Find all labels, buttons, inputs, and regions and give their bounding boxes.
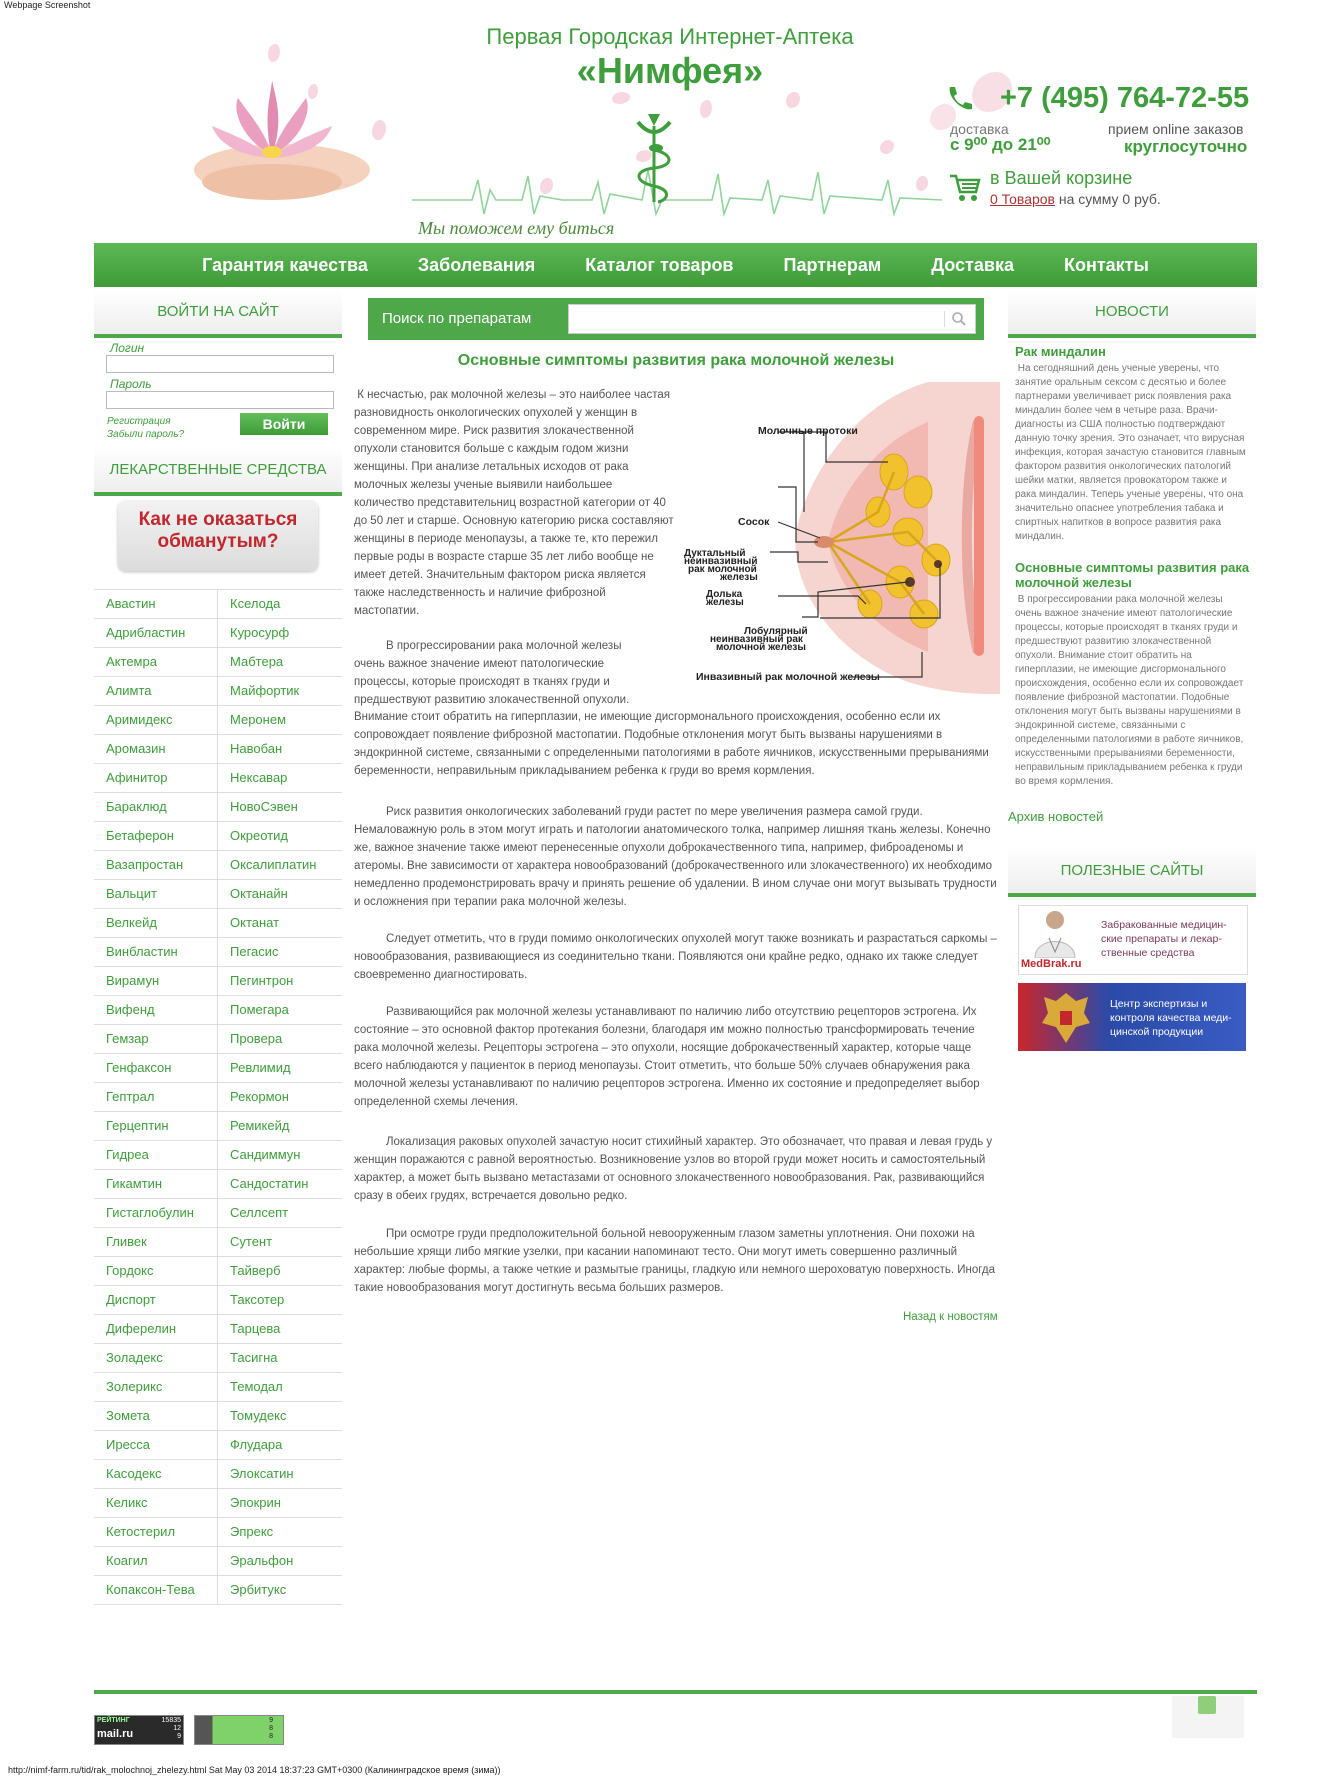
drug-link[interactable]: Ремикейд [230, 1118, 290, 1133]
drug-link[interactable]: Алимта [94, 677, 218, 705]
drug-link[interactable]: Нексавар [230, 770, 288, 785]
drug-link[interactable]: Элоксатин [230, 1466, 294, 1481]
status-bar: http://nimf-farm.ru/tid/rak_molochnoj_zhelezy.html Sat May 03 2014 18:37:23 GMT+0300 (Калининградское время (зима)) [8, 1765, 501, 1775]
phone-number[interactable]: +7 (495) 764-72-55 [1000, 82, 1250, 114]
drug-link[interactable]: Диферелин [94, 1315, 218, 1343]
drug-row [94, 909, 342, 938]
medbrak-logo: MedBrak.ru [1021, 958, 1082, 970]
medbrak-banner[interactable] [1018, 905, 1248, 975]
drug-link[interactable]: Окреотид [230, 828, 289, 843]
scroll-to-top-button[interactable] [1198, 1696, 1216, 1714]
drug-link[interactable]: Гордокс [94, 1257, 218, 1285]
drug-row [94, 1518, 342, 1547]
drug-row [94, 1315, 342, 1344]
counter-label: РЕЙТИНГ [97, 1717, 130, 1724]
site-title-line1: Первая Городская Интернет-Аптека [486, 24, 854, 49]
drug-link[interactable]: Тайверб [230, 1263, 281, 1278]
nav-catalog[interactable]: Каталог товаров [585, 254, 734, 275]
drug-row [94, 619, 342, 648]
nav-partners[interactable]: Партнерам [783, 254, 882, 275]
lotus-in-hands-image [172, 60, 372, 210]
useful-sites-heading: ПОЛЕЗНЫЕ САЙТЫ [1008, 848, 1256, 897]
password-label: Пароль [110, 376, 152, 391]
drug-link[interactable]: Навобан [230, 741, 283, 756]
diagram-label-ductal-4: железы [720, 572, 758, 583]
petal-decoration [372, 120, 386, 140]
news-item-text: На сегодняшний день ученые уверены, что занятие оральным сексом с десятью и более партнерами увеличивает риск появления рака миндалин более чем в четыре раза. Врачи-диагносты из США полностью подтверждают данную точку зрения. Это означает, что вирусная инфекция, которая зачастую становится главным фактором развития онкологических патологий шейки матки, является провокатором также и рака миндалин. Теперь ученые уверены, что она значительно опаснее употребления табака и спиртных напитков в вопросе развития рака миндалин. [1015, 363, 1246, 542]
quality-control-banner[interactable] [1018, 983, 1246, 1051]
drug-link[interactable]: Темодал [230, 1379, 283, 1394]
login-button[interactable]: Войти [240, 413, 328, 435]
drug-row [94, 1141, 342, 1170]
drug-row [94, 1112, 342, 1141]
drug-row [94, 590, 342, 619]
liveinternet-counter[interactable] [194, 1715, 284, 1745]
drug-row [94, 1402, 342, 1431]
drug-link[interactable]: Селлсепт [230, 1205, 289, 1220]
delivery-time: с 9⁰⁰ до 21⁰⁰ [950, 135, 1051, 154]
drug-link[interactable]: Вирамун [94, 967, 218, 995]
drug-link[interactable]: Таксотер [230, 1292, 285, 1307]
article-paragraph-3: Риск развития онкологических заболеваний груди растет по мере увеличения размера самой груди. Немаловажную роль в этом могут играть и патологии анатомического толка, например лишняя ткань железы. Конечно же, важное значение также имеют перенесенные опухоли доброкачественного типа, например, фиброаденомы и атеромы. Вне зависимости от характера новообразований (доброкачественного или злокачественного) их необходимо немедленно продемонстрировать врачу и принять решение об удалении. В ином случае они могут вызывать трудности и осложнения при терапии рака молочной железы. [354, 806, 997, 908]
drug-link[interactable]: Коагил [94, 1547, 218, 1575]
drug-link[interactable]: Афинитор [94, 764, 218, 792]
search-input[interactable] [568, 304, 976, 334]
left-sidebar [94, 289, 342, 1597]
drug-link[interactable]: Тарцева [230, 1321, 281, 1336]
drug-row [94, 1576, 342, 1605]
drug-link[interactable]: Сандостатин [230, 1176, 309, 1191]
petal-decoration [786, 92, 800, 108]
site-slogan: Мы поможем ему биться [418, 218, 615, 238]
news-item-title[interactable]: Рак миндалин [1015, 344, 1106, 359]
drug-link[interactable]: Меронем [230, 712, 287, 727]
drug-link[interactable]: Вазапростан [94, 851, 218, 879]
drug-link[interactable]: Гемзар [94, 1025, 218, 1053]
diagram-label-lobular-1: Лобулярный [744, 626, 808, 637]
pharmacy-emblem-heartbeat [412, 110, 942, 220]
doctor-icon [1025, 908, 1085, 958]
scroll-to-top-area [1172, 1696, 1244, 1738]
counter-brand: mail.ru [97, 1728, 134, 1740]
drug-row [94, 1460, 342, 1489]
nav-quality[interactable]: Гарантия качества [202, 254, 368, 275]
cart-label: в Вашей корзине [990, 168, 1133, 188]
site-title-line2: «Нимфея» [576, 50, 764, 91]
diagram-label-ductal-2: неинвазивный [684, 556, 758, 567]
password-input[interactable] [106, 391, 334, 409]
drug-row [94, 764, 342, 793]
cart-icon[interactable] [948, 170, 982, 204]
drug-link[interactable]: Майфортик [230, 683, 300, 698]
drug-row [94, 967, 342, 996]
drug-row [94, 1344, 342, 1373]
drug-row [94, 735, 342, 764]
cart-sum: на сумму 0 руб. [1055, 191, 1161, 207]
drug-link[interactable]: Сутент [230, 1234, 273, 1249]
drug-row [94, 1373, 342, 1402]
login-heading: ВОЙТИ НА САЙТ [94, 289, 342, 338]
drug-link[interactable]: Вальцит [94, 880, 218, 908]
drug-row [94, 1199, 342, 1228]
drug-link[interactable]: Актемра [94, 648, 218, 676]
drug-link[interactable]: Келикс [94, 1489, 218, 1517]
login-label: Логин [110, 341, 145, 355]
diagram-label-lobular-2: неинвазивный рак [710, 634, 803, 645]
drug-link[interactable]: Оксалиплатин [230, 857, 317, 872]
drug-link[interactable]: Герцептин [94, 1112, 218, 1140]
drug-link[interactable]: Октанат [230, 915, 280, 930]
news-item-title[interactable]: Основные симптомы развития рака молочной железы [1015, 560, 1250, 590]
drug-link[interactable]: НовоСэвен [230, 799, 298, 814]
article-paragraph-6: Локализация раковых опухолей зачастую носит стихийный характер. Это обозначает, что правая и левая грудь у женщин поражаются с равной вероятностью. Возникновение узлов во второй груди может носить и самостоятельный характер, а может быть вызвано метастазами от основного злокачественного новообразования. Рак, развивающийся сразу в обеих грудях, встречается довольно редко. [354, 1136, 993, 1202]
drug-row [94, 1170, 342, 1199]
coat-of-arms-icon [1040, 987, 1092, 1047]
diagram-label-invasive: Инвазивный рак молочной железы [696, 671, 880, 683]
drug-row [94, 1054, 342, 1083]
promo-banner[interactable] [118, 501, 318, 571]
drug-link[interactable]: Пегинтрон [230, 973, 294, 988]
counter-values: 9 8 8 [269, 1717, 273, 1740]
drug-link[interactable]: Сандиммун [230, 1147, 301, 1162]
news-heading: НОВОСТИ [1008, 289, 1256, 338]
drug-link[interactable]: Золадекс [94, 1344, 218, 1372]
drug-row [94, 1025, 342, 1054]
drug-row [94, 648, 342, 677]
drug-link[interactable]: Бараклюд [94, 793, 218, 821]
news-item-text: В прогрессировании рака молочной железы очень важное значение имеют патологические процессы, которые происходят в тканях груди и предшествуют развитию злокачественной опухоли. Внимание стоит обратить на гиперплазии, не имеющие дисгормонального происхождения, особенно если их сопровождает появление фиброзной мастопатии. Подобные отклонения могут быть вызваны нарушениями в эндокринной системе, связанными с определенными патологиями в работе яичников, искусственными прерываниями беременности, неправильным прикладыванием ребенка к груди во время кормления. [1015, 594, 1244, 787]
nav-delivery[interactable]: Доставка [931, 254, 1014, 275]
right-sidebar [1008, 289, 1256, 1051]
drug-search-bar [368, 298, 984, 340]
article-paragraph-5: Развивающийся рак молочной железы устанавливают по наличию либо отсутствию рецепторов эстрогена. Их состояние – это основной фактор протекания болезни, благодаря им можно полностью трансформировать течение рака молочной железы. Рецепторы эстрогена – это опухоли, носящие доброкачественный характер, которые чаще всего наблюдаются у пациенток в период менопаузы. Стоит отметить, что больше 50% случаев обнаружения рака молочной железы устанавливают по наличию рецепторов эстрогена. Именно их состояние и предопределяет выбор определенной схемы лечения. [354, 1006, 980, 1108]
forgot-password-link[interactable]: Забыли пароль? [107, 429, 185, 440]
diagram-label-ducts: Молочные протоки [758, 425, 858, 437]
drug-link[interactable]: Кетостерил [94, 1518, 218, 1546]
drug-row [94, 822, 342, 851]
drugs-heading: ЛЕКАРСТВЕННЫЕ СРЕДСТВА [94, 447, 342, 496]
drug-row [94, 793, 342, 822]
drug-row [94, 1431, 342, 1460]
drug-link[interactable]: Гливек [94, 1228, 218, 1256]
online-orders-value: круглосуточно [1124, 137, 1248, 156]
article-paragraph-2-lead: В прогрессировании рака молочной железы очень важное значение имеют патологические процессы, которые происходят в тканях груди и предшествуют развитию злокачественной опухоли. [354, 640, 630, 706]
drug-row [94, 1083, 342, 1112]
diagram-label-lobular-3: молочной железы [716, 642, 806, 653]
drug-link[interactable]: Иресса [94, 1431, 218, 1459]
drug-link[interactable]: Гикамтин [94, 1170, 218, 1198]
drug-link[interactable]: Ревлимид [230, 1060, 291, 1075]
drug-link[interactable]: Зомета [94, 1402, 218, 1430]
medbrak-text: Забракованные медицин-ские препараты и лекар-ственные средства [1101, 919, 1227, 959]
drug-link[interactable]: Тасигна [230, 1350, 278, 1365]
drug-link[interactable]: Эральфон [230, 1553, 294, 1568]
back-to-news-link[interactable]: Назад к новостям [903, 1311, 998, 1323]
drug-link[interactable]: Кселода [230, 596, 281, 611]
diagram-label-lobe-1: Долька [706, 589, 743, 600]
drug-row [94, 706, 342, 735]
drug-link[interactable]: Мабтера [230, 654, 284, 669]
footer-divider [94, 1690, 1257, 1694]
promo-text: Как не оказаться обманутым? [138, 509, 298, 552]
drug-link[interactable]: Бетаферон [94, 822, 218, 850]
drug-row [94, 1286, 342, 1315]
mail-rating-counter[interactable] [94, 1715, 184, 1745]
drug-row [94, 851, 342, 880]
nav-contacts[interactable]: Контакты [1063, 254, 1149, 275]
drug-link[interactable]: Аримидекс [94, 706, 218, 734]
drug-link[interactable]: Касодекс [94, 1460, 218, 1488]
drug-link[interactable]: Диспорт [94, 1286, 218, 1314]
diagram-label-ductal-1: Дуктальный [684, 548, 746, 559]
article-title: Основные симптомы развития рака молочной железы [457, 352, 895, 369]
drug-link[interactable]: Авастин [94, 590, 218, 618]
news-archive-link[interactable]: Архив новостей [1008, 809, 1104, 824]
drug-link[interactable]: Октанайн [230, 886, 288, 901]
drug-link[interactable]: Гистаглобулин [94, 1199, 218, 1227]
drug-link[interactable]: Копаксон-Тева [94, 1576, 218, 1604]
drug-link[interactable]: Эрбитукс [230, 1582, 287, 1597]
online-orders-label: прием online заказов [1108, 121, 1244, 137]
drug-row [94, 996, 342, 1025]
drug-link[interactable]: Адрибластин [94, 619, 218, 647]
site-header [0, 0, 1343, 245]
search-icon[interactable] [944, 311, 967, 327]
drug-row [94, 677, 342, 706]
drug-link[interactable]: Куросурф [230, 625, 290, 640]
drug-link[interactable]: Флударa [230, 1437, 283, 1452]
search-label: Поиск по препаратам [382, 310, 532, 327]
diagram-label-ductal-3: рак молочной [688, 564, 757, 575]
drug-row [94, 1257, 342, 1286]
quality-control-text: Центр экспертизы и контроля качества меди-цинской продукции [1110, 998, 1232, 1038]
drug-link[interactable]: Пегасис [230, 944, 279, 959]
drug-row [94, 880, 342, 909]
petal-decoration [612, 92, 630, 104]
drug-link[interactable]: Эпокрин [230, 1495, 281, 1510]
drug-link[interactable]: Гидреа [94, 1141, 218, 1169]
main-nav [94, 243, 1257, 287]
drug-link[interactable]: Эпрекс [230, 1524, 274, 1539]
drug-link[interactable]: Провера [230, 1031, 283, 1046]
breast-anatomy-diagram [678, 382, 1000, 694]
drug-link[interactable]: Аромазин [94, 735, 218, 763]
drug-link[interactable]: Винбластин [94, 938, 218, 966]
page-caption: Webpage Screenshot [4, 0, 91, 10]
login-input[interactable] [106, 355, 334, 373]
diagram-label-lobe-2: железы [706, 597, 744, 608]
phone-icon [944, 84, 974, 114]
drug-link[interactable]: Золерикс [94, 1373, 218, 1401]
drug-row [94, 1228, 342, 1257]
article-paragraph-1: К несчастью, рак молочной железы – это наиболее частая разновидность онкологических опухолей у женщин в современном мире. Риск развития злокачественной опухоли становится больше с каждым годом жизни женщины. При анализе летальных исходов от рака молочных железы ученые выявили наибольшее количество представительниц возрастной категории от 40 до 50 лет и старше. Основную категорию риска составляют женщины в периоде менопаузы, а также те, кто пережил первые роды в возрасте старше 35 лет либо вообще не имеет детей. Значительным фактором риска является также наследственность и наличие фиброзной мастопатии. [354, 389, 674, 617]
drug-list [94, 589, 342, 1605]
article-paragraph-2: Внимание стоит обратить на гиперплазии, не имеющие дисгормонального происхождения, особенно если их сопровождает появление фиброзной мастопатии. Подобные отклонения могут быть вызваны нарушениями в эндокринной системе, связанными с определенными патологиями в работе яичников, искусственными прерываниями беременности, неправильным прикладыванием ребенка к груди во время кормления. [354, 711, 989, 777]
drug-link[interactable]: Помегара [230, 1002, 289, 1017]
cart-summary [990, 191, 1161, 207]
drug-row [94, 1489, 342, 1518]
diagram-label-nipple: Сосок [738, 516, 770, 528]
counter-values: 15835 12 9 [161, 1717, 181, 1740]
drug-row [94, 1547, 342, 1576]
nav-diseases[interactable]: Заболевания [417, 254, 536, 275]
drug-link[interactable]: Велкейд [94, 909, 218, 937]
article-paragraph-7: При осмотре груди предположительной больной невооруженным глазом заметны уплотнения. Они похожи на небольшие хрящи либо мягкие узелки, при касании напоминают тесто. Они могут иметь совершенно различный характер: любые формы, а также четкие и размытые границы, гладкую или немного шероховатую поверхность. Иногда такие новообразования могут достигнуть весьма больших размеров. [354, 1228, 996, 1294]
cart-items-link[interactable]: 0 Товаров [990, 191, 1055, 207]
delivery-label: доставка [950, 121, 1009, 137]
drug-link[interactable]: Томудекс [230, 1408, 287, 1423]
drug-link[interactable]: Гептрал [94, 1083, 218, 1111]
drug-link[interactable]: Рекормон [230, 1089, 289, 1104]
register-link[interactable]: Регистрация [107, 416, 171, 427]
drug-link[interactable]: Генфаксон [94, 1054, 218, 1082]
article-paragraph-4: Следует отметить, что в груди помимо онкологических опухолей могут также возникать и разрастаться саркомы – новообразования, развивающиеся из соединительно ткани. Появляются они крайне редко, однако их также следует своевременно диагностировать. [354, 933, 997, 981]
drug-row [94, 938, 342, 967]
drug-link[interactable]: Вифенд [94, 996, 218, 1024]
